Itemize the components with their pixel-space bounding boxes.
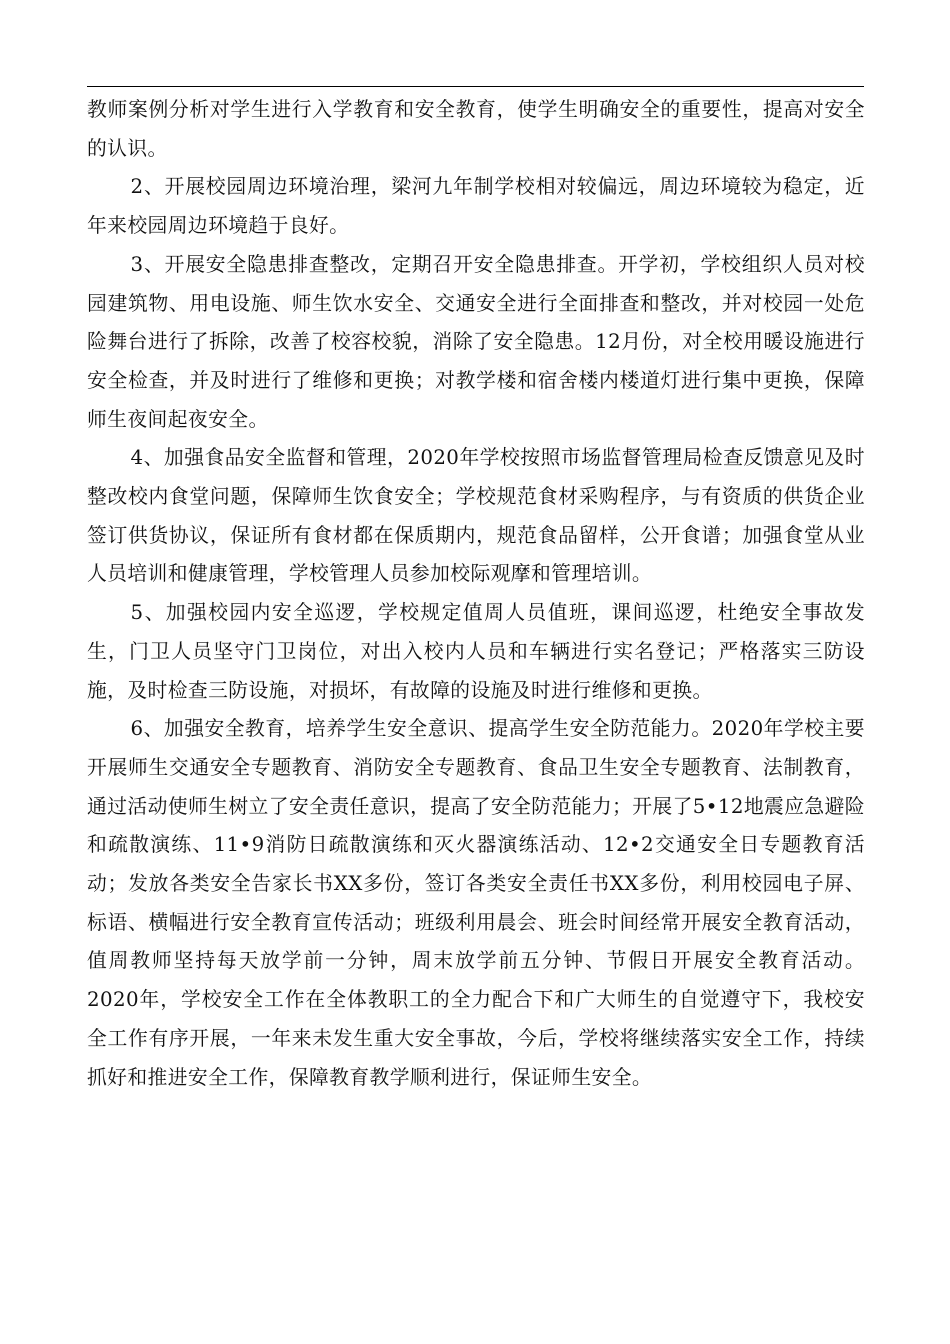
document-body — [87, 91, 865, 1097]
paragraph-item-5: 5、加强校园内安全巡逻，学校规定值周人员值班，课间巡逻，杜绝安全事故发生，门卫人员坚守门卫岗位，对出入校内人员和车辆进行实名登记；严格落实三防设施，及时检查三防设施，对损坏，有故障的设施及时进行维修和更换。 — [87, 601, 865, 702]
header-rule — [87, 86, 864, 87]
paragraph-item-3: 3、开展安全隐患排查整改，定期召开安全隐患排查。开学初，学校组织人员对校园建筑物、用电设施、师生饮水安全、交通安全进行全面排查和整改，并对校园一处危险舞台进行了拆除，改善了校容校貌，消除了安全隐患。12月份，对全校用暖设施进行安全检查，并及时进行了维修和更换；对教学楼和宿舍楼内楼道灯进行集中更换，保障师生夜间起夜安全。 — [87, 252, 865, 431]
paragraph-item-6: 6、加强安全教育，培养学生安全意识、提高学生安全防范能力。2020年学校主要开展师生交通安全专题教育、消防安全专题教育、食品卫生安全专题教育、法制教育，通过活动使师生树立了安全责任意识，提高了安全防范能力；开展了5•12地震应急避险和疏散演练、11•9消防日疏散演练和灭火器演练活动、12•2交通安全日专题教育活动；发放各类安全告家长书XX多份，签订各类安全责任书XX多份，利用校园电子屏、标语、横幅进行安全教育宣传活动；班级利用晨会、班会时间经常开展安全教育活动，值周教师坚持每天放学前一分钟，周末放学前五分钟、节假日开展安全教育活动。2020年，学校安全工作在全体教职工的全力配合下和广大师生的自觉遵守下，我校安全工作有序开展，一年来未发生重大安全事故，今后，学校将继续落实安全工作，持续抓好和推进安全工作，保障教育教学顺利进行，保证师生安全。 — [87, 717, 865, 1089]
paragraph-continuation: 教师案例分析对学生进行入学教育和安全教育，使学生明确安全的重要性，提高对安全的认识。 — [87, 98, 865, 160]
paragraph-item-2: 2、开展校园周边环境治理，梁河九年制学校相对较偏远，周边环境较为稳定，近年来校园周边环境趋于良好。 — [87, 175, 865, 238]
paragraph-item-4: 4、加强食品安全监督和管理，2020年学校按照市场监督管理局检查反馈意见及时整改校内食堂问题，保障师生饮食安全；学校规范食材采购程序，与有资质的供货企业签订供货协议，保证所有食材都在保质期内，规范食品留样，公开食谱；加强食堂从业人员培训和健康管理，学校管理人员参加校际观摩和管理培训。 — [87, 446, 865, 586]
